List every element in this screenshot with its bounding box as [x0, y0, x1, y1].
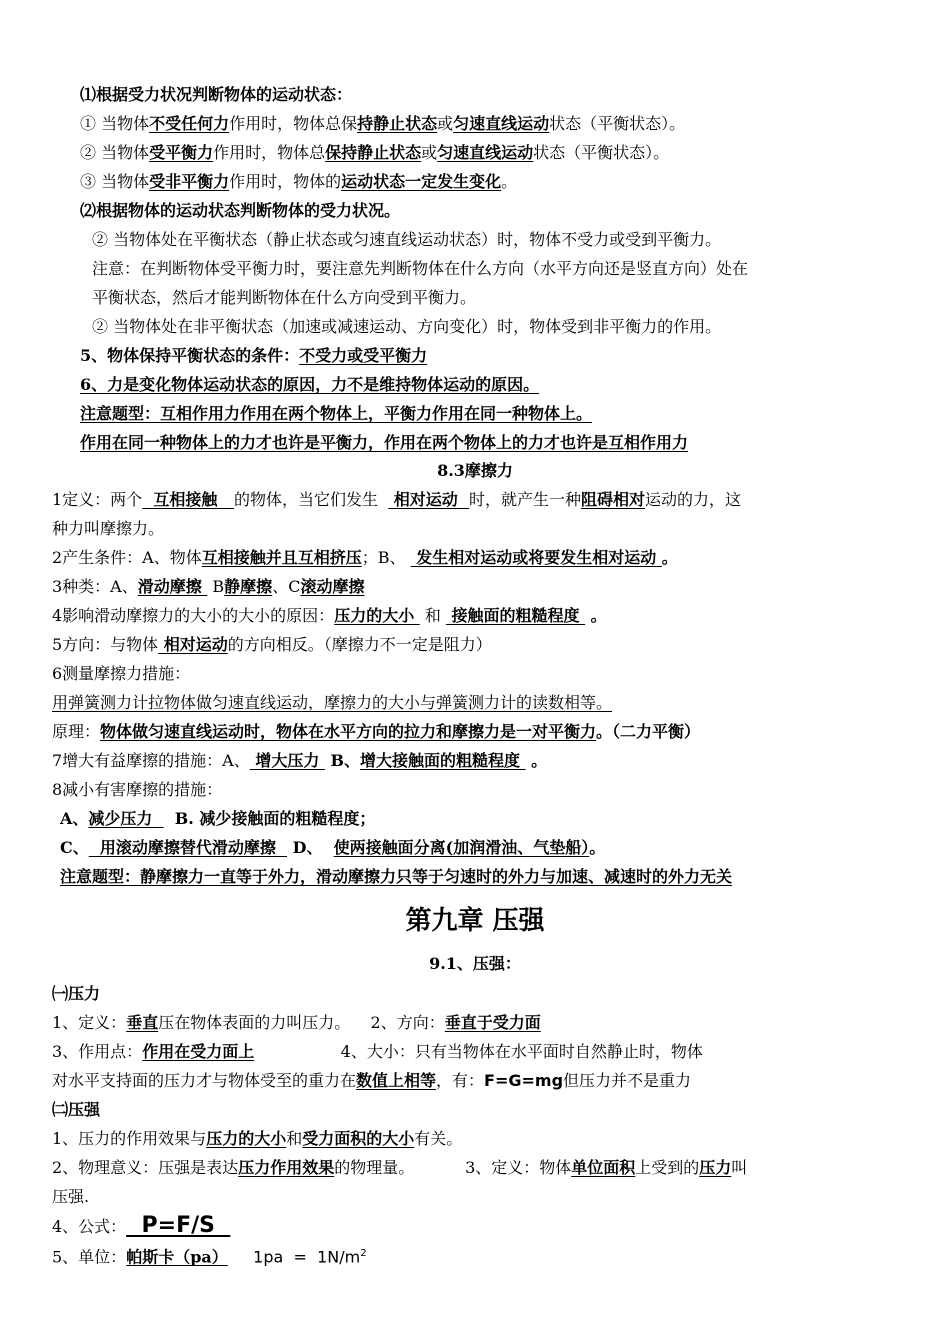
formula: P=F/S	[126, 1213, 231, 1238]
key-term: 压力的大小	[206, 1129, 287, 1148]
pressure-force-point	[52, 1041, 703, 1063]
increase-friction	[52, 750, 547, 772]
heading-motion-to-force: ⑵根据物体的运动状态判断物体的受力状况。	[80, 201, 401, 220]
friction-definition-cont: 种力叫摩擦力。	[52, 519, 165, 538]
key-term: 减少压力	[88, 809, 164, 828]
text: C、	[60, 838, 89, 857]
friction-measure-heading: 6测量摩擦力措施：	[52, 664, 191, 683]
text: 2、物理意义：压强是表达	[52, 1158, 239, 1177]
rule-line-5: ② 当物体处在非平衡状态（加速或减速运动、方向变化）时，物体受到非平衡力的作用。	[92, 317, 722, 336]
text: 和	[419, 606, 446, 625]
pressure-force-definition	[52, 1012, 541, 1034]
pressure-meaning	[52, 1157, 747, 1179]
key-term: 互相接触	[142, 490, 235, 509]
section-title-friction: 8.3摩擦力	[437, 461, 513, 480]
note-line-2: 平衡状态，然后才能判断物体在什么方向受到平衡力。	[92, 288, 477, 307]
friction-measure-principle	[52, 721, 700, 743]
text: 的方向相反。（摩擦力不一定是阻力）	[227, 635, 492, 654]
rule-line-3	[80, 171, 517, 193]
text: 对水平支持面的压力才与物体受至的重力在	[52, 1071, 357, 1090]
text: D、	[287, 838, 334, 857]
text: 。	[525, 751, 548, 770]
reduce-friction-ab	[60, 808, 375, 830]
pressure-meaning-cont: 压强.	[52, 1187, 90, 1206]
formula-inline: F=G=mg	[484, 1071, 564, 1090]
key-term: 单位面积	[571, 1158, 636, 1177]
text: 和	[286, 1129, 303, 1148]
text: 3、作用点：	[52, 1042, 143, 1061]
text: ，有：	[436, 1071, 485, 1090]
rule-line-2	[80, 142, 669, 164]
key-term: 增大接触面的粗糙程度	[360, 751, 526, 770]
equilibrium-condition	[80, 345, 427, 367]
subheading-pressure-force: ㈠压力	[52, 984, 101, 1003]
text: 。（二力平衡）	[596, 722, 701, 741]
text: 作用时，物体总保	[229, 114, 358, 133]
key-term: 匀速直线运动	[453, 114, 550, 133]
note-question-type-3: 注意题型：静摩擦力一直等于外力，滑动摩擦力只等于匀速时的外力与加速、减速时的外力无关	[60, 867, 733, 886]
note-question-type-1: 注意题型：互相作用力作用在两个物体上，平衡力作用在同一种物体上。	[80, 404, 593, 423]
key-term: 持静止状态	[357, 114, 438, 133]
key-term: 数值上相等	[356, 1071, 437, 1090]
text: A、	[60, 809, 89, 828]
text: 。	[585, 606, 607, 625]
key-term: 滚动摩擦	[300, 577, 365, 596]
rule-line-1	[80, 113, 685, 135]
text: 1、压力的作用效果与	[52, 1129, 207, 1148]
key-term: 保持静止状态	[325, 143, 422, 162]
text: 状态（平衡状态）。	[549, 114, 686, 133]
key-term: 相对运动	[158, 635, 228, 654]
text: 压在物体表面的力叫压力。 2、方向：	[158, 1013, 445, 1032]
text: 但压力并不是重力	[563, 1071, 692, 1090]
text: 叫	[731, 1158, 748, 1177]
text: 5方向：与物体	[52, 635, 159, 654]
key-term: 使两接触面分离(加润滑油、气垫船）	[333, 838, 590, 857]
text: 。	[501, 172, 518, 191]
friction-types	[52, 576, 364, 598]
text: 2产生条件：A、物体	[52, 548, 202, 567]
key-term: 作用在受力面上	[142, 1042, 255, 1061]
text: 的物体，当它们发生	[234, 490, 389, 509]
key-term: 接触面的粗糙程度	[445, 606, 586, 625]
text: 4影响滑动摩擦力的大小的大小的原因：	[52, 606, 335, 625]
key-term: 静摩擦	[224, 577, 273, 596]
key-term: 相对运动	[388, 490, 469, 509]
text: 有关。	[414, 1129, 463, 1148]
key-term: 不受任何力	[149, 114, 230, 133]
pressure-force-magnitude	[52, 1070, 691, 1092]
key-term: 垂直	[126, 1013, 159, 1032]
friction-definition	[52, 489, 741, 511]
key-term: 压力作用效果	[238, 1158, 335, 1177]
text: 原理：	[52, 722, 101, 741]
key-term: 用滚动摩擦替代滑动摩擦	[88, 838, 288, 857]
text: ② 当物体	[80, 143, 150, 162]
text: 或	[421, 143, 438, 162]
text: ① 当物体	[80, 114, 150, 133]
chapter-title: 第九章 压强	[405, 906, 545, 936]
text: 。	[661, 548, 678, 567]
text: 的物理量。 3、定义：物体	[334, 1158, 572, 1177]
text: 作用时，物体总	[213, 143, 326, 162]
text: 5、单位：	[52, 1247, 127, 1267]
friction-conditions	[52, 547, 678, 569]
section-title-pressure: 9.1、压强：	[429, 954, 521, 973]
friction-factors	[52, 605, 607, 627]
key-term: 运动状态一定发生变化	[341, 172, 502, 191]
text: 、C	[272, 577, 301, 596]
key-term: 受力面积的大小	[302, 1129, 415, 1148]
pressure-formula	[52, 1212, 230, 1241]
force-cause-statement: 6、力是变化物体运动状态的原因，力不是维持物体运动的原因。	[80, 375, 540, 394]
key-term: 帕斯卡（pa）	[126, 1247, 228, 1267]
key-term: 物体做匀速直线运动时，物体在水平方向的拉力和摩擦力是一对平衡力	[100, 722, 597, 741]
text: 3种类：A、	[52, 577, 138, 596]
note-question-type-2: 作用在同一种物体上的力才也许是平衡力，作用在两个物体上的力才也许是互相作用力	[80, 433, 689, 452]
text: ；B、	[361, 548, 411, 567]
reduce-friction-heading: 8减小有害摩擦的措施：	[52, 780, 223, 799]
text: 状态（平衡状态）。	[533, 143, 670, 162]
text: B.	[163, 809, 200, 828]
text: 或	[437, 114, 454, 133]
text: 1定义：两个	[52, 490, 143, 509]
key-term: 压力的大小	[334, 606, 420, 625]
key-term: 匀速直线运动	[437, 143, 534, 162]
friction-measure-method: 用弹簧测力计拉物体做匀速直线运动，摩擦力的大小与弹簧测力计的读数相等。	[52, 693, 613, 712]
key-term: 不受力或受平衡力	[299, 346, 428, 365]
heading-force-to-motion: ⑴根据受力状况判断物体的运动状态：	[80, 85, 353, 104]
text: ③ 当物体	[80, 172, 150, 191]
friction-direction	[52, 634, 492, 656]
text: 时，就产生一种	[468, 490, 581, 509]
superscript: 2	[360, 1248, 367, 1259]
reduce-friction-cd	[60, 837, 605, 859]
subheading-pressure: ㈡压强	[52, 1100, 101, 1119]
note-line-1: 注意：在判断物体受平衡力时，要注意先判断物体在什么方向（水平方向还是竖直方向）处在	[92, 259, 749, 278]
text: 5、物体保持平衡状态的条件：	[80, 346, 300, 365]
key-term: 受非平衡力	[149, 172, 230, 191]
text: 作用时，物体的	[229, 172, 342, 191]
text: 4、公式：	[52, 1217, 127, 1236]
pressure-unit	[52, 1243, 367, 1268]
key-term: 压力	[699, 1158, 732, 1177]
key-term: 滑动摩擦	[137, 577, 208, 596]
text: 上受到的	[635, 1158, 700, 1177]
key-term: 发生相对运动或将要发生相对运动	[410, 548, 662, 567]
key-term: 受平衡力	[149, 143, 214, 162]
key-term: 互相接触并且互相挤压	[201, 548, 362, 567]
key-term: 阻碍相对	[580, 490, 645, 509]
text: 。	[589, 838, 606, 857]
rule-line-4: ② 当物体处在平衡状态（静止状态或匀速直线运动状态）时，物体不受力或受到平衡力。	[92, 230, 722, 249]
text: 7增大有益摩擦的措施：A、	[52, 751, 250, 770]
text: B	[207, 577, 225, 596]
key-term: 垂直于受力面	[444, 1013, 541, 1032]
pressure-effect	[52, 1128, 462, 1150]
text: 运动的力，这	[644, 490, 741, 509]
text: 1、定义：	[52, 1013, 127, 1032]
text: 4、大小：只有当物体在水平面时自然静止时，物体	[254, 1042, 703, 1061]
text: B、	[324, 751, 361, 770]
unit-equation: 1pa = 1N/m	[227, 1247, 361, 1267]
key-term: 减少接触面的粗糙程度；	[199, 809, 376, 828]
key-term: 增大压力	[249, 751, 325, 770]
